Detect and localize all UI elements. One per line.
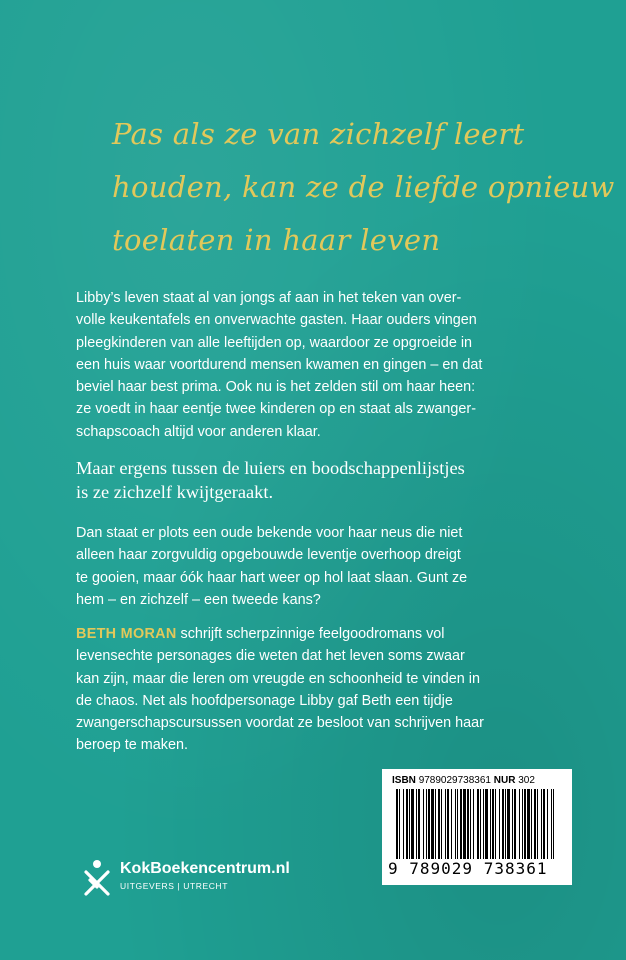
- isbn-line: [392, 775, 535, 786]
- text-line: Maar ergens tussen de luiers en boodschappenlijstjes: [76, 458, 465, 478]
- tagline: [112, 108, 615, 267]
- blurb-paragraph-1: [76, 287, 596, 443]
- text-line: ze voedt in haar eentje twee kinderen op en staat als zwanger-: [76, 401, 476, 418]
- tagline-line: houden, kan ze de liefde opnieuw: [112, 170, 615, 204]
- barcode-digits: 9 789029 738361: [388, 859, 548, 878]
- publisher-subtitle: UITGEVERS | UTRECHT: [120, 881, 229, 891]
- text-line: een huis waar voortdurend mensen kwamen en gingen – en dat: [76, 356, 483, 373]
- publisher-logo-icon: [80, 858, 114, 898]
- tagline-line: Pas als ze van zichzelf leert: [112, 117, 525, 151]
- text-line: beviel haar best prima. Ook nu is het zelden stil om haar heen:: [76, 379, 476, 396]
- text-line: hem – en zichzelf – een tweede kans?: [76, 591, 321, 608]
- nur-label: NUR: [493, 775, 516, 786]
- text-line: Dan staat er plots een oude bekende voor haar neus die niet: [76, 525, 463, 541]
- text-line: beroep te maken.: [76, 737, 188, 754]
- barcode-box: [382, 769, 572, 885]
- text-line: pleegkinderen van alle leeftijden op, waardoor ze opgroeide in: [76, 334, 473, 351]
- nur-value: 302: [518, 775, 535, 786]
- text-line: is ze zichzelf kwijtgeraakt.: [76, 482, 274, 502]
- text-line: de chaos. Net als hoofdpersonage Libby gaf Beth een tijdje: [76, 692, 453, 709]
- text-line: zwangerschapscursussen voordat ze besloot van schrijven haar: [76, 715, 484, 732]
- text-fragment: schrijft scherpzinnige feelgoodromans vol: [176, 626, 445, 642]
- text-line: [76, 623, 596, 645]
- text-line: kan zijn, maar die leren om vreugde en schoonheid te vinden in: [76, 670, 480, 687]
- blurb-paragraph-2: [76, 522, 596, 611]
- author-bio: [76, 623, 596, 757]
- text-line: te gooien, maar óók haar hart weer op hol laat slaan. Gunt ze: [76, 569, 468, 586]
- publisher-name: KokBoekencentrum.nl: [120, 860, 290, 877]
- author-name: BETH MORAN: [76, 626, 177, 642]
- pull-quote: [76, 456, 616, 504]
- text-line: alleen haar zorgvuldig opgebouwde leventje overhoop dreigt: [76, 547, 461, 564]
- text-line: Libby’s leven staat al van jongs af aan in het teken van over-: [76, 290, 462, 306]
- text-line: schapscoach altijd voor anderen klaar.: [76, 423, 321, 440]
- text-line: levensechte personages die weten dat het leven soms zwaar: [76, 648, 465, 665]
- barcode-icon: [394, 789, 560, 859]
- text-line: volle keukentafels en onverwachte gasten. Haar ouders vingen: [76, 312, 477, 329]
- isbn-label: ISBN: [392, 775, 416, 786]
- tagline-line: toelaten in haar leven: [112, 223, 441, 257]
- isbn-value: 9789029738361: [418, 775, 491, 786]
